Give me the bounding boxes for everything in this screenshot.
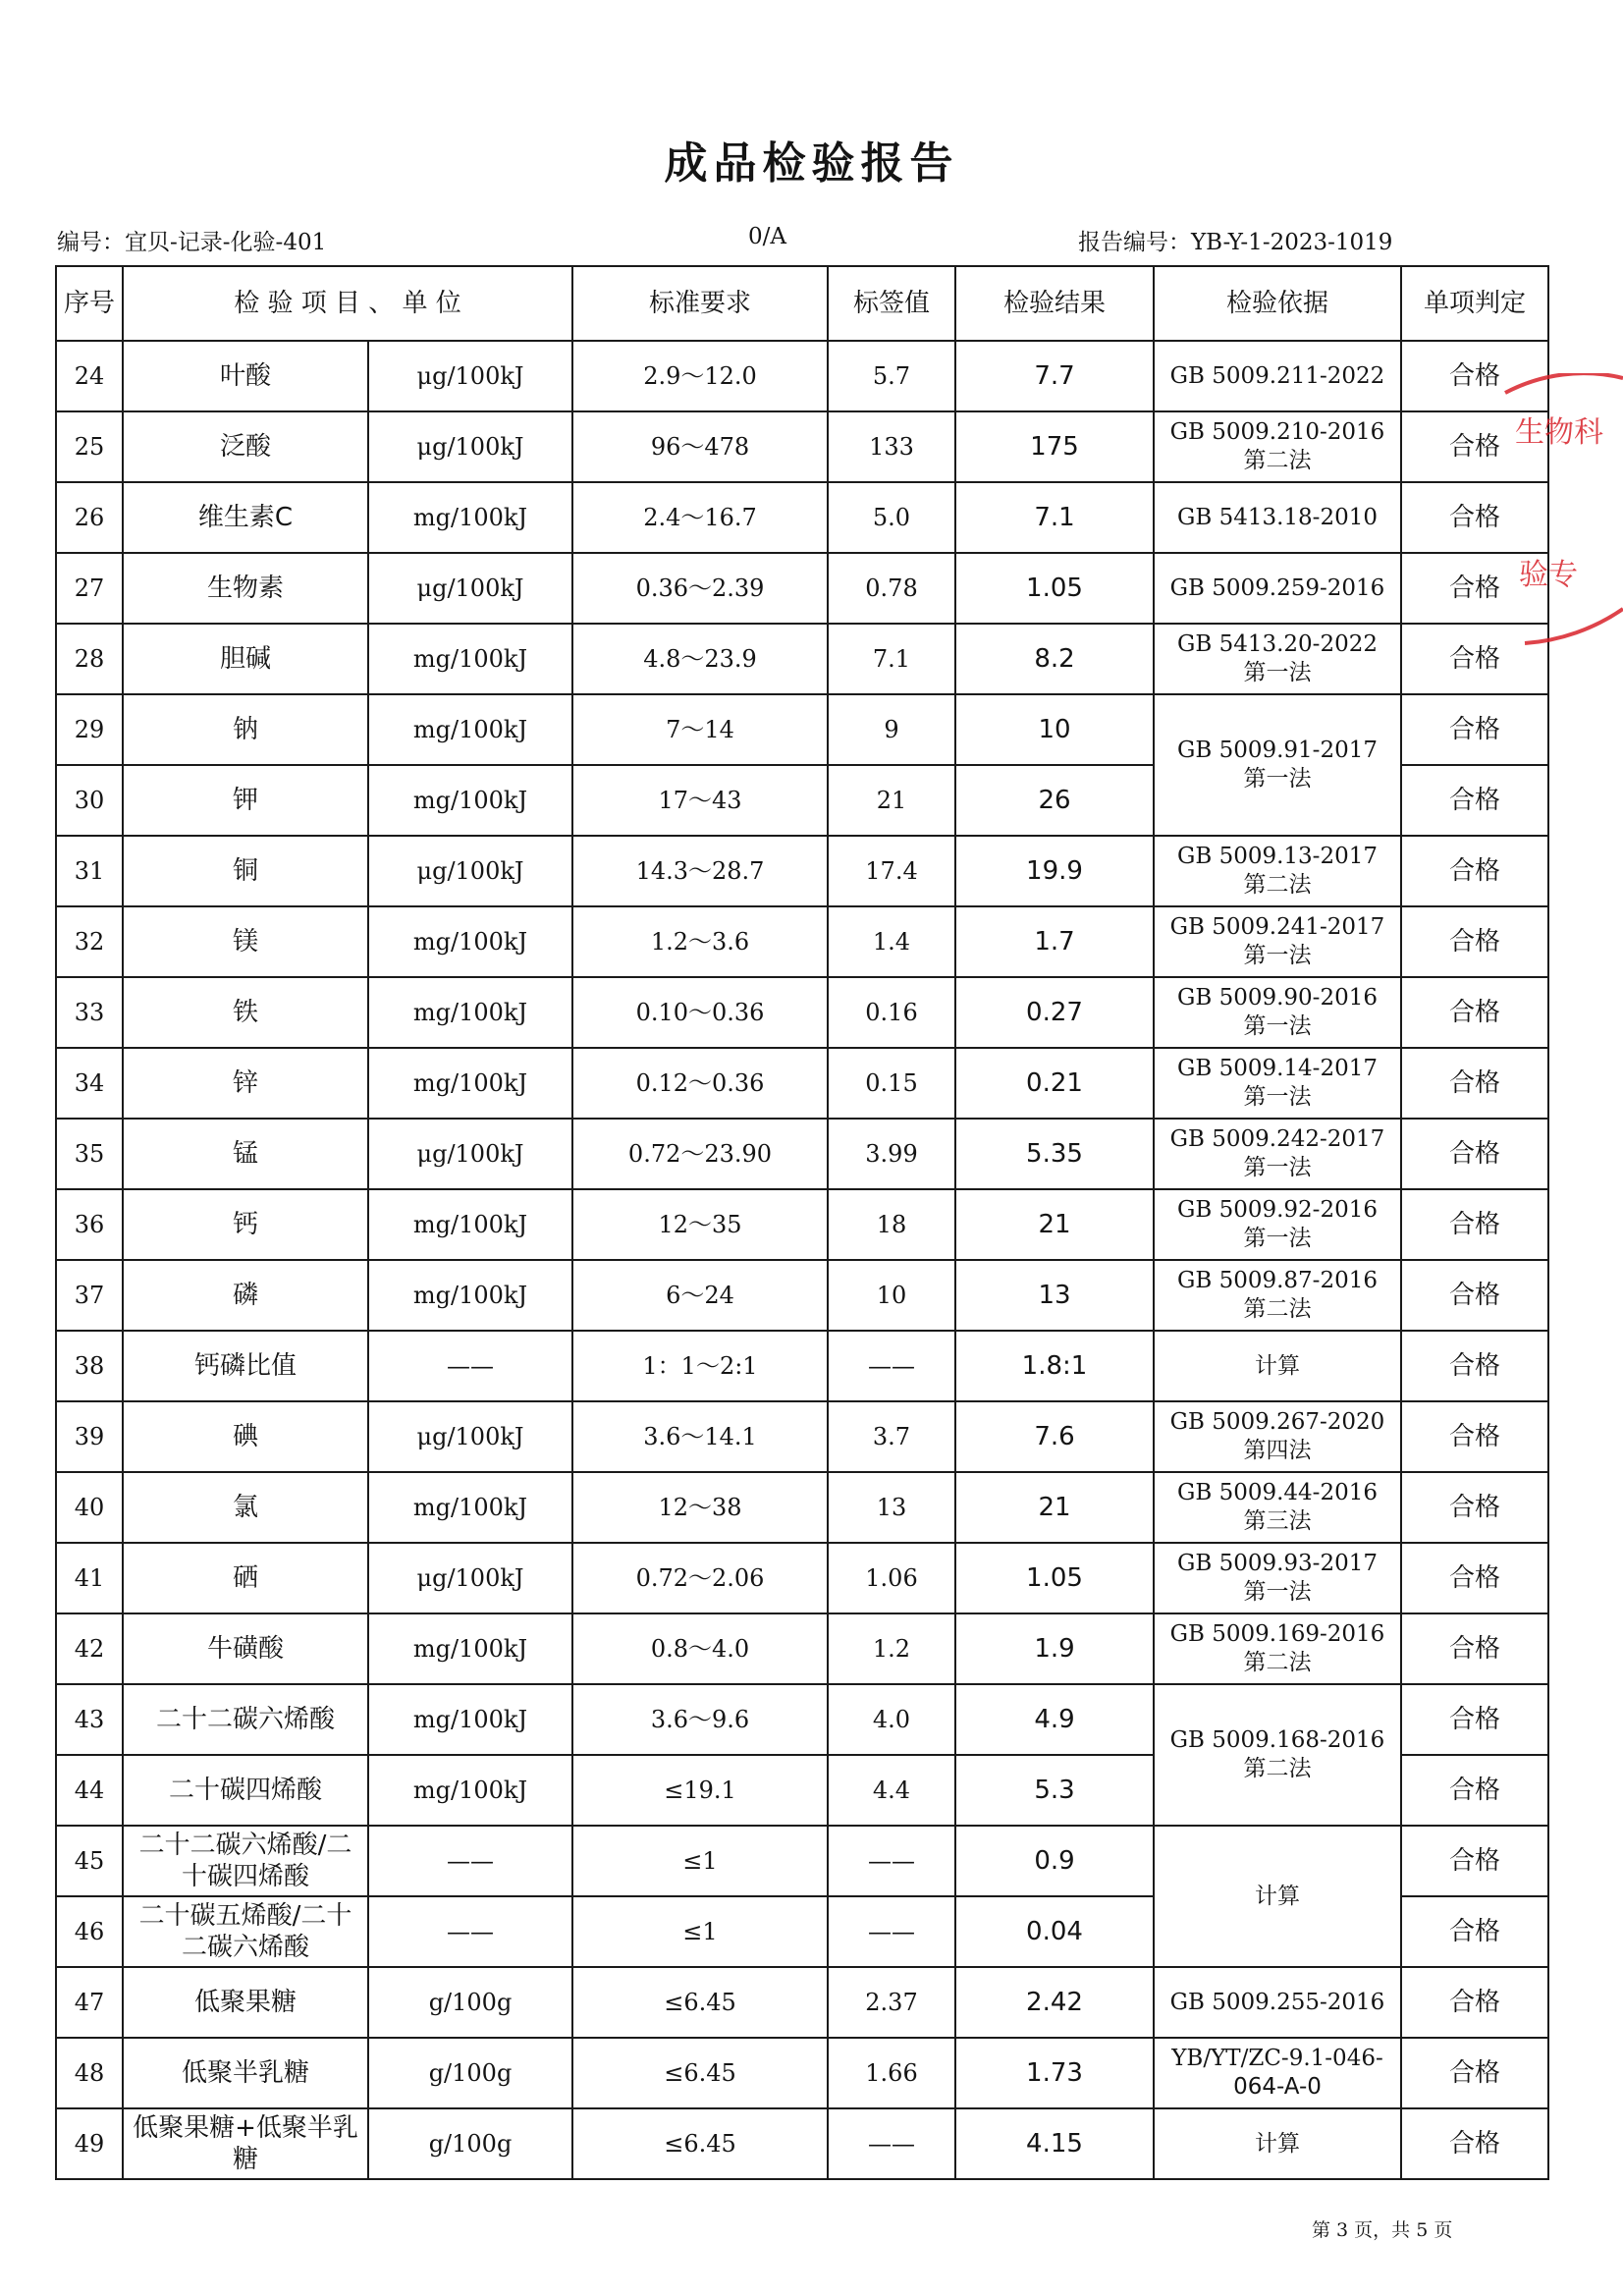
col-header-basis: 检验依据 xyxy=(1154,266,1401,341)
label-value: 2.37 xyxy=(828,1967,955,2038)
item-name: 低聚果糖 xyxy=(123,1967,368,2038)
basis-standard: 计算 xyxy=(1255,2130,1300,2157)
test-basis xyxy=(1154,2108,1401,2179)
basis-standard: GB 5009.14-2017 xyxy=(1176,1056,1378,1082)
basis-standard: GB 5009.93-2017 xyxy=(1176,1551,1378,1577)
table-row xyxy=(56,1472,1548,1543)
item-name: 二十碳五烯酸/二十二碳六烯酸 xyxy=(123,1896,368,1967)
row-number: 47 xyxy=(56,1967,123,2038)
col-header-result: 检验结果 xyxy=(955,266,1154,341)
basis-standard: GB 5009.169-2016 xyxy=(1169,1621,1385,1648)
table-row xyxy=(56,341,1548,411)
basis-method: 第一法 xyxy=(1243,1084,1312,1110)
basis-method: 第一法 xyxy=(1243,943,1312,968)
test-basis xyxy=(1154,341,1401,411)
standard-requirement: 2.9～12.0 xyxy=(572,341,828,411)
label-value: 10 xyxy=(828,1260,955,1331)
item-unit: —— xyxy=(368,1331,572,1401)
item-unit: μg/100kJ xyxy=(368,553,572,624)
test-basis xyxy=(1154,977,1401,1048)
label-value: 1.2 xyxy=(828,1613,955,1684)
table-row xyxy=(56,553,1548,624)
basis-standard: YB/YT/ZC-9.1-046- xyxy=(1171,2046,1383,2072)
test-result: 5.35 xyxy=(955,1119,1154,1189)
item-name: 钠 xyxy=(123,694,368,765)
basis-method: 第二法 xyxy=(1243,1756,1312,1781)
table-row xyxy=(56,1826,1548,1896)
verdict: 合格 xyxy=(1401,1967,1548,2038)
table-row xyxy=(56,1684,1548,1755)
basis-standard: GB 5009.211-2022 xyxy=(1169,362,1385,389)
item-unit: mg/100kJ xyxy=(368,624,572,694)
standard-requirement: ≤1 xyxy=(572,1896,828,1967)
item-unit: mg/100kJ xyxy=(368,977,572,1048)
report-number-value: YB-Y-1-2023-1019 xyxy=(1191,230,1393,255)
verdict: 合格 xyxy=(1401,2038,1548,2108)
test-result: 21 xyxy=(955,1472,1154,1543)
table-row xyxy=(56,411,1548,482)
label-value: —— xyxy=(828,2108,955,2179)
item-name: 二十二碳六烯酸 xyxy=(123,1684,368,1755)
test-result: 175 xyxy=(955,411,1154,482)
item-unit: μg/100kJ xyxy=(368,1401,572,1472)
item-unit: —— xyxy=(368,1896,572,1967)
basis-standard: GB 5009.259-2016 xyxy=(1169,574,1385,601)
label-value: 1.66 xyxy=(828,2038,955,2108)
table-row xyxy=(56,1543,1548,1613)
test-basis xyxy=(1154,1189,1401,1260)
standard-requirement: 7～14 xyxy=(572,694,828,765)
standard-requirement: 0.72～23.90 xyxy=(572,1119,828,1189)
row-number: 43 xyxy=(56,1684,123,1755)
verdict: 合格 xyxy=(1401,694,1548,765)
test-basis xyxy=(1154,553,1401,624)
standard-requirement: 0.8～4.0 xyxy=(572,1613,828,1684)
verdict: 合格 xyxy=(1401,1543,1548,1613)
verdict: 合格 xyxy=(1401,1472,1548,1543)
item-unit: mg/100kJ xyxy=(368,1048,572,1119)
test-result: 0.21 xyxy=(955,1048,1154,1119)
verdict: 合格 xyxy=(1401,624,1548,694)
standard-requirement: 12～38 xyxy=(572,1472,828,1543)
item-name: 铜 xyxy=(123,836,368,906)
standard-requirement: 0.10～0.36 xyxy=(572,977,828,1048)
basis-standard: 计算 xyxy=(1255,1352,1300,1379)
test-result: 1.05 xyxy=(955,553,1154,624)
verdict: 合格 xyxy=(1401,977,1548,1048)
test-basis xyxy=(1154,411,1401,482)
verdict: 合格 xyxy=(1401,1331,1548,1401)
label-value: —— xyxy=(828,1896,955,1967)
label-value: 18 xyxy=(828,1189,955,1260)
label-value: 0.16 xyxy=(828,977,955,1048)
table-header-row xyxy=(56,266,1548,341)
verdict: 合格 xyxy=(1401,411,1548,482)
page-footer: 第 3 页，共 5 页 xyxy=(1312,2219,1453,2241)
item-name: 碘 xyxy=(123,1401,368,1472)
basis-standard: GB 5009.91-2017 xyxy=(1176,738,1378,764)
verdict: 合格 xyxy=(1401,1613,1548,1684)
test-basis xyxy=(1154,1331,1401,1401)
test-result: 2.42 xyxy=(955,1967,1154,2038)
row-number: 48 xyxy=(56,2038,123,2108)
test-result: 4.9 xyxy=(955,1684,1154,1755)
test-basis xyxy=(1154,2038,1401,2108)
label-value: 3.99 xyxy=(828,1119,955,1189)
item-name: 硒 xyxy=(123,1543,368,1613)
test-basis xyxy=(1154,482,1401,553)
standard-requirement: 1.2～3.6 xyxy=(572,906,828,977)
report-title: 成品检验报告 xyxy=(664,138,959,189)
verdict: 合格 xyxy=(1401,836,1548,906)
item-name: 泛酸 xyxy=(123,411,368,482)
standard-requirement: ≤6.45 xyxy=(572,2108,828,2179)
row-number: 24 xyxy=(56,341,123,411)
table-row xyxy=(56,1189,1548,1260)
test-basis xyxy=(1154,836,1401,906)
item-unit: μg/100kJ xyxy=(368,1543,572,1613)
basis-method: 第二法 xyxy=(1243,1296,1312,1322)
row-number: 32 xyxy=(56,906,123,977)
verdict: 合格 xyxy=(1401,1896,1548,1967)
basis-method: 第一法 xyxy=(1243,1155,1312,1180)
test-result: 10 xyxy=(955,694,1154,765)
verdict: 合格 xyxy=(1401,1684,1548,1755)
verdict: 合格 xyxy=(1401,1048,1548,1119)
test-basis xyxy=(1154,1401,1401,1472)
item-name: 生物素 xyxy=(123,553,368,624)
verdict: 合格 xyxy=(1401,765,1548,836)
row-number: 34 xyxy=(56,1048,123,1119)
test-result: 8.2 xyxy=(955,624,1154,694)
test-result: 19.9 xyxy=(955,836,1154,906)
row-number: 41 xyxy=(56,1543,123,1613)
verdict: 合格 xyxy=(1401,1189,1548,1260)
basis-method: 第二法 xyxy=(1243,448,1312,473)
label-value: 17.4 xyxy=(828,836,955,906)
basis-standard: GB 5009.44-2016 xyxy=(1176,1480,1378,1506)
standard-requirement: 2.4～16.7 xyxy=(572,482,828,553)
item-name: 二十碳四烯酸 xyxy=(123,1755,368,1826)
item-name: 低聚果糖+低聚半乳糖 xyxy=(123,2108,368,2179)
item-unit: mg/100kJ xyxy=(368,1189,572,1260)
col-header-item-unit: 检 验 项 目 、 单 位 xyxy=(123,266,572,341)
table-row xyxy=(56,2108,1548,2179)
item-name: 钙 xyxy=(123,1189,368,1260)
basis-method: 第一法 xyxy=(1243,1013,1312,1039)
table-row xyxy=(56,906,1548,977)
basis-method: 064-A-0 xyxy=(1233,2074,1322,2100)
row-number: 26 xyxy=(56,482,123,553)
item-name: 镁 xyxy=(123,906,368,977)
verdict: 合格 xyxy=(1401,482,1548,553)
item-name: 钾 xyxy=(123,765,368,836)
label-value: 21 xyxy=(828,765,955,836)
standard-requirement: 3.6～9.6 xyxy=(572,1684,828,1755)
official-seal-fragment xyxy=(1486,373,1623,658)
test-result: 7.1 xyxy=(955,482,1154,553)
col-header-no: 序号 xyxy=(56,266,123,341)
label-value: 0.15 xyxy=(828,1048,955,1119)
standard-requirement: ≤6.45 xyxy=(572,1967,828,2038)
basis-method: 第三法 xyxy=(1243,1508,1312,1534)
row-number: 42 xyxy=(56,1613,123,1684)
standard-requirement: ≤6.45 xyxy=(572,2038,828,2108)
svg-text:验专: 验专 xyxy=(1519,558,1578,592)
basis-standard: GB 5009.242-2017 xyxy=(1169,1126,1385,1153)
item-name: 锌 xyxy=(123,1048,368,1119)
record-code-label: 编号： xyxy=(57,230,125,255)
standard-requirement: 0.72～2.06 xyxy=(572,1543,828,1613)
row-number: 49 xyxy=(56,2108,123,2179)
test-result: 0.04 xyxy=(955,1896,1154,1967)
standard-requirement: 6～24 xyxy=(572,1260,828,1331)
basis-standard: GB 5009.87-2016 xyxy=(1176,1268,1378,1294)
label-value: 5.7 xyxy=(828,341,955,411)
verdict: 合格 xyxy=(1401,1119,1548,1189)
row-number: 40 xyxy=(56,1472,123,1543)
label-value: 9 xyxy=(828,694,955,765)
label-value: 4.0 xyxy=(828,1684,955,1755)
test-basis xyxy=(1154,1684,1401,1826)
test-basis xyxy=(1154,1967,1401,2038)
basis-standard: 计算 xyxy=(1255,1883,1300,1909)
verdict: 合格 xyxy=(1401,1826,1548,1896)
item-name: 铁 xyxy=(123,977,368,1048)
label-value: —— xyxy=(828,1826,955,1896)
label-value: 4.4 xyxy=(828,1755,955,1826)
test-result: 5.3 xyxy=(955,1755,1154,1826)
test-result: 13 xyxy=(955,1260,1154,1331)
item-name: 二十二碳六烯酸/二十碳四烯酸 xyxy=(123,1826,368,1896)
row-number: 45 xyxy=(56,1826,123,1896)
standard-requirement: ≤1 xyxy=(572,1826,828,1896)
row-number: 44 xyxy=(56,1755,123,1826)
col-header-label-value: 标签值 xyxy=(828,266,955,341)
test-basis xyxy=(1154,1119,1401,1189)
row-number: 31 xyxy=(56,836,123,906)
standard-requirement: 4.8～23.9 xyxy=(572,624,828,694)
standard-requirement: 0.12～0.36 xyxy=(572,1048,828,1119)
row-number: 36 xyxy=(56,1189,123,1260)
row-number: 35 xyxy=(56,1119,123,1189)
verdict: 合格 xyxy=(1401,1755,1548,1826)
standard-requirement: 12～35 xyxy=(572,1189,828,1260)
table-row xyxy=(56,2038,1548,2108)
row-number: 29 xyxy=(56,694,123,765)
verdict: 合格 xyxy=(1401,906,1548,977)
table-row xyxy=(56,1260,1548,1331)
item-unit: mg/100kJ xyxy=(368,906,572,977)
version: 0/A xyxy=(748,224,786,249)
item-unit: g/100g xyxy=(368,1967,572,2038)
basis-standard: GB 5009.92-2016 xyxy=(1176,1197,1378,1224)
test-basis xyxy=(1154,624,1401,694)
row-number: 46 xyxy=(56,1896,123,1967)
item-unit: mg/100kJ xyxy=(368,482,572,553)
basis-standard: GB 5009.13-2017 xyxy=(1176,844,1378,870)
row-number: 28 xyxy=(56,624,123,694)
basis-method: 第一法 xyxy=(1243,766,1312,792)
verdict: 合格 xyxy=(1401,2108,1548,2179)
item-name: 氯 xyxy=(123,1472,368,1543)
table-row xyxy=(56,1967,1548,2038)
record-code-value: 宜贝-记录-化验-401 xyxy=(125,230,327,255)
item-unit: mg/100kJ xyxy=(368,694,572,765)
basis-standard: GB 5009.90-2016 xyxy=(1176,985,1378,1011)
test-result: 1.73 xyxy=(955,2038,1154,2108)
item-name: 锰 xyxy=(123,1119,368,1189)
svg-text:生物科: 生物科 xyxy=(1515,415,1603,450)
item-unit: mg/100kJ xyxy=(368,1472,572,1543)
item-unit: g/100g xyxy=(368,2038,572,2108)
test-result: 7.7 xyxy=(955,341,1154,411)
item-name: 胆碱 xyxy=(123,624,368,694)
report-number-label: 报告编号： xyxy=(1078,230,1191,255)
basis-standard: GB 5009.255-2016 xyxy=(1169,1989,1385,2015)
item-unit: mg/100kJ xyxy=(368,1613,572,1684)
row-number: 30 xyxy=(56,765,123,836)
basis-method: 第一法 xyxy=(1243,1226,1312,1251)
basis-standard: GB 5413.20-2022 xyxy=(1176,631,1378,658)
row-number: 27 xyxy=(56,553,123,624)
item-name: 牛磺酸 xyxy=(123,1613,368,1684)
test-basis xyxy=(1154,694,1401,836)
test-result: 26 xyxy=(955,765,1154,836)
item-unit: μg/100kJ xyxy=(368,341,572,411)
item-unit: mg/100kJ xyxy=(368,765,572,836)
row-number: 37 xyxy=(56,1260,123,1331)
label-value: 3.7 xyxy=(828,1401,955,1472)
label-value: 5.0 xyxy=(828,482,955,553)
test-basis xyxy=(1154,1472,1401,1543)
item-name: 低聚半乳糖 xyxy=(123,2038,368,2108)
basis-standard: GB 5413.18-2010 xyxy=(1176,504,1378,530)
item-name: 磷 xyxy=(123,1260,368,1331)
row-number: 25 xyxy=(56,411,123,482)
table-row xyxy=(56,836,1548,906)
basis-method: 第一法 xyxy=(1243,1579,1312,1605)
item-unit: μg/100kJ xyxy=(368,836,572,906)
basis-method: 第四法 xyxy=(1243,1438,1312,1463)
test-basis xyxy=(1154,1543,1401,1613)
verdict: 合格 xyxy=(1401,341,1548,411)
test-result: 4.15 xyxy=(955,2108,1154,2179)
item-unit: μg/100kJ xyxy=(368,411,572,482)
item-unit: μg/100kJ xyxy=(368,1119,572,1189)
test-basis xyxy=(1154,1260,1401,1331)
verdict: 合格 xyxy=(1401,1401,1548,1472)
record-code xyxy=(57,224,326,256)
item-unit: mg/100kJ xyxy=(368,1755,572,1826)
table-row xyxy=(56,977,1548,1048)
standard-requirement: ≤19.1 xyxy=(572,1755,828,1826)
item-unit: mg/100kJ xyxy=(368,1684,572,1755)
inspection-table xyxy=(55,265,1549,2180)
test-basis xyxy=(1154,1613,1401,1684)
row-number: 38 xyxy=(56,1331,123,1401)
label-value: 1.06 xyxy=(828,1543,955,1613)
item-unit: mg/100kJ xyxy=(368,1260,572,1331)
basis-standard: GB 5009.267-2020 xyxy=(1169,1409,1385,1436)
basis-method: 第二法 xyxy=(1243,872,1312,898)
standard-requirement: 96～478 xyxy=(572,411,828,482)
label-value: 1.4 xyxy=(828,906,955,977)
table-row xyxy=(56,482,1548,553)
basis-method: 第二法 xyxy=(1243,1650,1312,1675)
label-value: 13 xyxy=(828,1472,955,1543)
test-result: 1.8:1 xyxy=(955,1331,1154,1401)
table-row xyxy=(56,694,1548,765)
test-result: 0.9 xyxy=(955,1826,1154,1896)
verdict: 合格 xyxy=(1401,553,1548,624)
test-result: 0.27 xyxy=(955,977,1154,1048)
report-number xyxy=(1078,224,1392,256)
table-row xyxy=(56,1119,1548,1189)
col-header-standard: 标准要求 xyxy=(572,266,828,341)
row-number: 33 xyxy=(56,977,123,1048)
col-header-verdict: 单项判定 xyxy=(1401,266,1548,341)
item-name: 叶酸 xyxy=(123,341,368,411)
label-value: 133 xyxy=(828,411,955,482)
table-row xyxy=(56,1331,1548,1401)
table-row xyxy=(56,1048,1548,1119)
basis-method: 第一法 xyxy=(1243,660,1312,685)
standard-requirement: 0.36～2.39 xyxy=(572,553,828,624)
test-result: 7.6 xyxy=(955,1401,1154,1472)
standard-requirement: 17～43 xyxy=(572,765,828,836)
test-result: 1.05 xyxy=(955,1543,1154,1613)
test-result: 21 xyxy=(955,1189,1154,1260)
table-row xyxy=(56,1613,1548,1684)
test-basis xyxy=(1154,1048,1401,1119)
basis-standard: GB 5009.168-2016 xyxy=(1169,1727,1385,1754)
label-value: 7.1 xyxy=(828,624,955,694)
item-unit: g/100g xyxy=(368,2108,572,2179)
item-name: 钙磷比值 xyxy=(123,1331,368,1401)
row-number: 39 xyxy=(56,1401,123,1472)
table-row xyxy=(56,624,1548,694)
test-basis xyxy=(1154,906,1401,977)
item-name: 维生素C xyxy=(123,482,368,553)
test-result: 1.9 xyxy=(955,1613,1154,1684)
standard-requirement: 3.6～14.1 xyxy=(572,1401,828,1472)
verdict: 合格 xyxy=(1401,1260,1548,1331)
label-value: 0.78 xyxy=(828,553,955,624)
test-basis xyxy=(1154,1826,1401,1967)
basis-standard: GB 5009.210-2016 xyxy=(1169,419,1385,446)
item-unit: —— xyxy=(368,1826,572,1896)
label-value: —— xyxy=(828,1331,955,1401)
table-row xyxy=(56,1401,1548,1472)
basis-standard: GB 5009.241-2017 xyxy=(1169,914,1385,941)
standard-requirement: 14.3～28.7 xyxy=(572,836,828,906)
test-result: 1.7 xyxy=(955,906,1154,977)
standard-requirement: 1：1～2:1 xyxy=(572,1331,828,1401)
